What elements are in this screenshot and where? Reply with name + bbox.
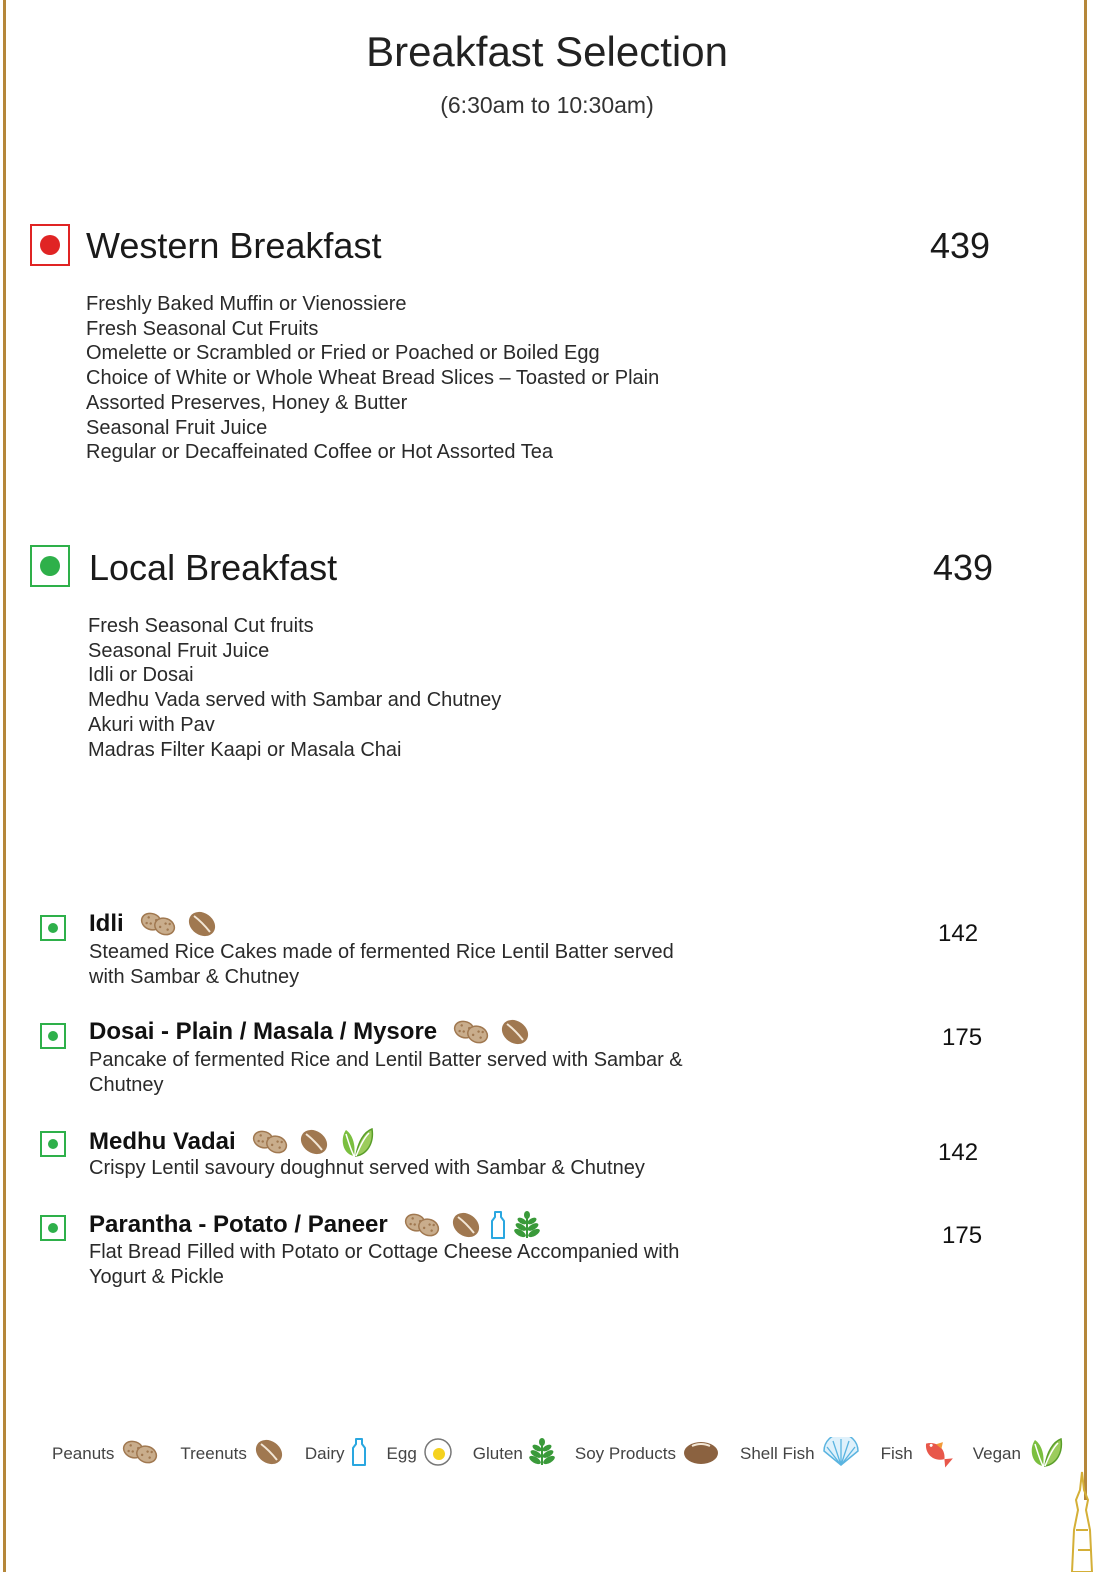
serving-hours: (6:30am to 10:30am)	[440, 92, 654, 118]
dish-name-text: Dosai - Plain / Masala / Mysore	[89, 1018, 438, 1045]
soy-icon	[682, 1439, 720, 1470]
veg-mark-icon	[30, 545, 70, 587]
dish-name-text: Idli	[89, 910, 124, 937]
peanuts-icon	[120, 1440, 160, 1469]
dish-name	[89, 1210, 540, 1240]
veg-mark-icon	[40, 1131, 66, 1157]
menu-line-item: Akuri with Pav	[88, 713, 215, 736]
legend-item-gluten	[473, 1437, 561, 1472]
legend-item-fish	[881, 1435, 959, 1474]
local-items-list	[88, 614, 501, 762]
menu-line-item: Choice of White or Whole Wheat Bread Slices – Toasted or Plain	[86, 367, 660, 390]
dish-name	[89, 910, 218, 938]
menu-line-item: Idli or Dosai	[88, 664, 194, 687]
peanuts-icon	[402, 1213, 442, 1237]
legend-item-dairy	[305, 1437, 373, 1472]
dish-description: Flat Bread Filled with Potato or Cottage Cheese Accompanied with Yogurt & Pickle	[89, 1241, 680, 1288]
legend-label: Treenuts	[180, 1444, 247, 1463]
dairy-icon	[351, 1437, 367, 1472]
non-veg-mark-icon	[30, 224, 70, 266]
section-price-western: 439	[930, 225, 991, 266]
gluten-icon	[514, 1210, 540, 1240]
dish-description: Pancake of fermented Rice and Lentil Batter served with Sambar & Chutney	[89, 1049, 683, 1096]
dish-allergens	[250, 1126, 374, 1158]
dish-description: Crispy Lentil savoury doughnut served with Sambar & Chutney	[89, 1157, 645, 1179]
legend-label: Soy Products	[574, 1444, 676, 1463]
western-items-list	[86, 292, 659, 465]
veg-mark-icon	[40, 1215, 66, 1241]
legend-item-egg	[387, 1437, 459, 1472]
dish-price: 175	[942, 1222, 983, 1249]
menu-line-item: Assorted Preserves, Honey & Butter	[86, 391, 408, 414]
legend-label: Fish	[880, 1444, 913, 1463]
menu-line-item: Regular or Decaffeinated Coffee or Hot Assorted Tea	[86, 441, 553, 464]
peanuts-icon	[451, 1020, 491, 1044]
legend-label: Egg	[386, 1444, 417, 1463]
treenuts-icon	[450, 1211, 482, 1239]
vegan-icon	[1027, 1436, 1063, 1473]
tower-ornament-icon	[1058, 1470, 1094, 1572]
legend-item-shell-fish	[740, 1437, 867, 1472]
menu-line-item: Seasonal Fruit Juice	[88, 639, 270, 662]
dish-allergens	[451, 1018, 531, 1046]
menu-line-item: Omelette or Scrambled or Fried or Poached or Boiled Egg	[86, 342, 600, 365]
peanuts-icon	[138, 912, 178, 936]
legend-item-soy-products	[575, 1439, 726, 1470]
menu-line-item: Fresh Seasonal Cut fruits	[88, 615, 314, 637]
peanuts-icon	[250, 1130, 290, 1154]
gluten-icon	[529, 1437, 555, 1472]
treenuts-icon	[499, 1018, 531, 1046]
veg-mark-icon	[40, 915, 66, 941]
menu-line-item: Seasonal Fruit Juice	[86, 416, 268, 439]
legend-label: Gluten	[472, 1444, 523, 1463]
dish-allergens	[138, 910, 218, 938]
dish-price: 142	[938, 920, 979, 947]
section-price-local: 439	[933, 547, 994, 588]
legend-item-treenuts	[180, 1438, 290, 1471]
dish-name	[89, 1018, 531, 1046]
menu-line-item: Medhu Vada served with Sambar and Chutney	[88, 689, 502, 712]
egg-icon	[423, 1437, 453, 1472]
dish-description: Steamed Rice Cakes made of fermented Rice Lentil Batter served with Sambar & Chutney	[89, 941, 674, 988]
page-border-left	[3, 0, 6, 1572]
menu-line-item: Fresh Seasonal Cut Fruits	[86, 317, 319, 340]
treenuts-icon	[298, 1128, 330, 1156]
legend-item-vegan	[973, 1436, 1069, 1473]
vegan-icon	[338, 1126, 374, 1158]
dish-name-text: Medhu Vadai	[89, 1128, 236, 1155]
dish-price: 175	[942, 1024, 983, 1051]
dish-name	[89, 1126, 374, 1158]
section-title-local: Local Breakfast	[89, 547, 338, 588]
section-title-western: Western Breakfast	[86, 225, 382, 266]
treenuts-icon	[186, 910, 218, 938]
allergen-legend	[52, 1434, 1083, 1474]
menu-line-item: Freshly Baked Muffin or Vienossiere	[86, 293, 407, 315]
page-border-right	[1084, 0, 1087, 1500]
legend-label: Dairy	[304, 1444, 345, 1463]
dish-price: 142	[938, 1139, 979, 1166]
veg-mark-icon	[40, 1023, 66, 1049]
legend-label: Vegan	[972, 1444, 1021, 1463]
dish-name-text: Parantha - Potato / Paneer	[89, 1211, 388, 1238]
dairy-icon	[490, 1210, 506, 1240]
treenuts-icon	[253, 1438, 285, 1471]
fish-icon	[919, 1435, 953, 1474]
legend-item-peanuts	[52, 1440, 166, 1469]
menu-line-item: Madras Filter Kaapi or Masala Chai	[88, 738, 402, 761]
shellfish-icon	[821, 1437, 861, 1472]
page-title: Breakfast Selection	[366, 28, 728, 75]
legend-label: Shell Fish	[739, 1444, 815, 1463]
legend-label: Peanuts	[52, 1444, 115, 1463]
dish-allergens	[402, 1210, 540, 1240]
